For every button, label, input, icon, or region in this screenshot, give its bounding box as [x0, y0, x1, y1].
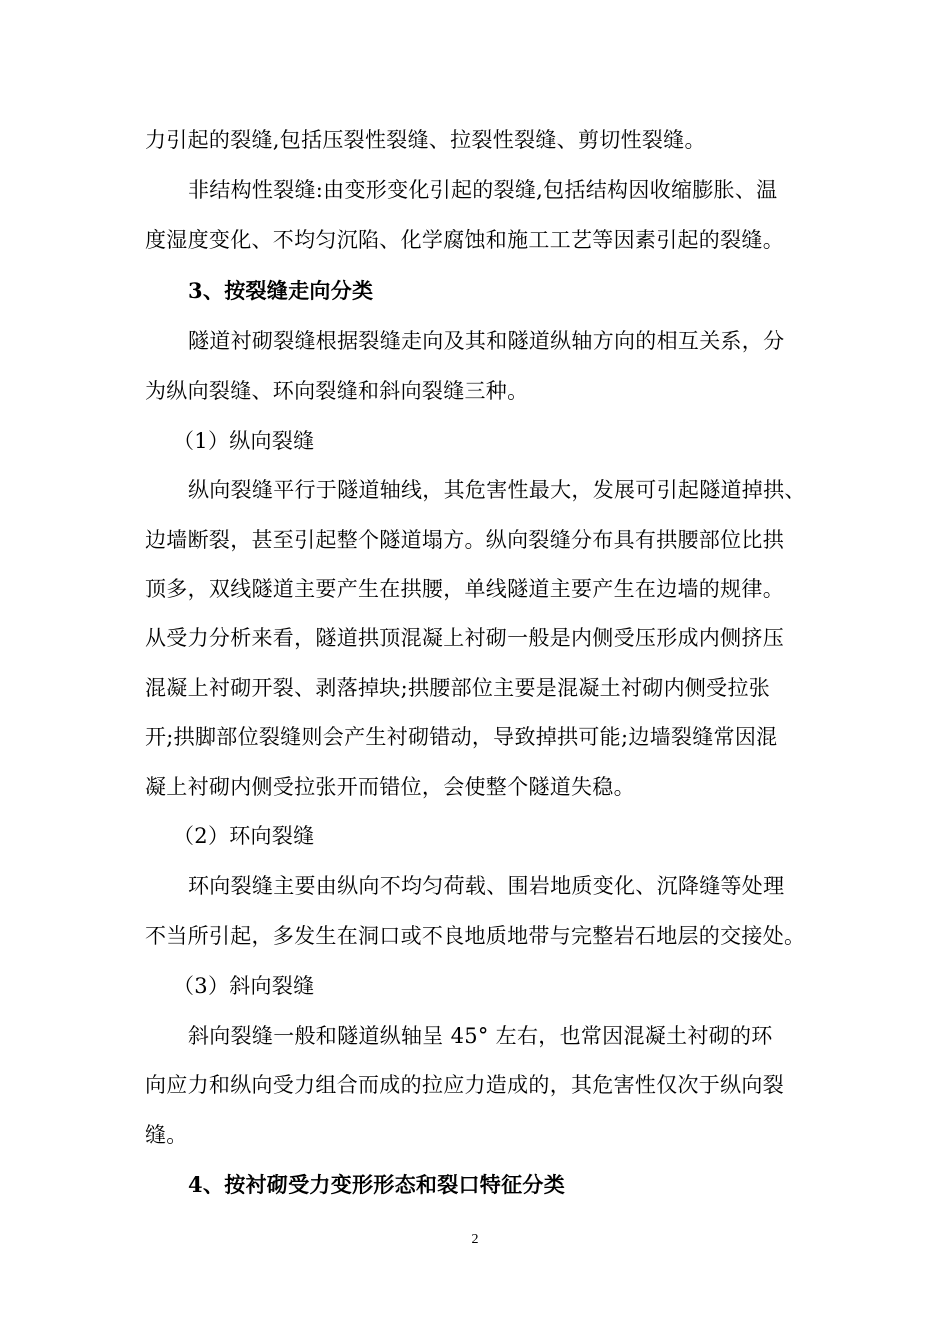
section-heading: 3、按裂缝走向分类 [188, 278, 374, 303]
paragraph-line: 力引起的裂缝,包括压裂性裂缝、拉裂性裂缝、剪切性裂缝。 [145, 128, 706, 152]
paragraph-line: 边墙断裂，甚至引起整个隧道塌方。纵向裂缝分布具有拱腰部位比拱 [145, 528, 784, 552]
paragraph-line: 不当所引起，多发生在洞口或不良地质地带与完整岩石地层的交接处。 [145, 924, 806, 948]
paragraph-line: 度湿度变化、不均匀沉陷、化学腐蚀和施工工艺等因素引起的裂缝。 [145, 228, 784, 252]
subheading: （1）纵向裂缝 [173, 429, 315, 453]
subheading: （2）环向裂缝 [173, 824, 315, 848]
paragraph-line: 非结构性裂缝:由变形变化引起的裂缝,包括结构因收缩膨胀、温 [188, 178, 778, 202]
paragraph-line: 环向裂缝主要由纵向不均匀荷载、围岩地质变化、沉降缝等处理 [188, 874, 785, 898]
paragraph-line: 混凝上衬砌开裂、剥落掉块;拱腰部位主要是混凝土衬砌内侧受拉张 [145, 676, 771, 700]
paragraph-line: 为纵向裂缝、环向裂缝和斜向裂缝三种。 [145, 379, 529, 403]
paragraph-line: 开;拱脚部位裂缝则会产生衬砌错动，导致掉拱可能;边墙裂缝常因混 [145, 725, 778, 749]
paragraph-line: 从受力分析来看，隧道拱顶混凝上衬砌一般是内侧受压形成内侧挤压 [145, 626, 784, 650]
paragraph-line: 凝上衬砌内侧受拉张开而错位，会使整个隧道失稳。 [145, 775, 635, 799]
page-number: 2 [471, 1232, 479, 1247]
section-heading: 4、按衬砌受力变形形态和裂口特征分类 [188, 1172, 566, 1197]
paragraph-line: 隧道衬砌裂缝根据裂缝走向及其和隧道纵轴方向的相互关系，分 [188, 329, 785, 353]
paragraph-line: 缝。 [145, 1123, 188, 1147]
paragraph-line: 纵向裂缝平行于隧道轴线，其危害性最大，发展可引起隧道掉拱、 [188, 478, 806, 502]
paragraph-line: 斜向裂缝一般和隧道纵轴呈 45° 左右，也常因混凝土衬砌的环 [188, 1024, 773, 1048]
subheading: （3）斜向裂缝 [173, 974, 315, 998]
paragraph-line: 顶多，双线隧道主要产生在拱腰，单线隧道主要产生在边墙的规律。 [145, 577, 784, 601]
paragraph-line: 向应力和纵向受力组合而成的拉应力造成的，其危害性仅次于纵向裂 [145, 1073, 784, 1097]
